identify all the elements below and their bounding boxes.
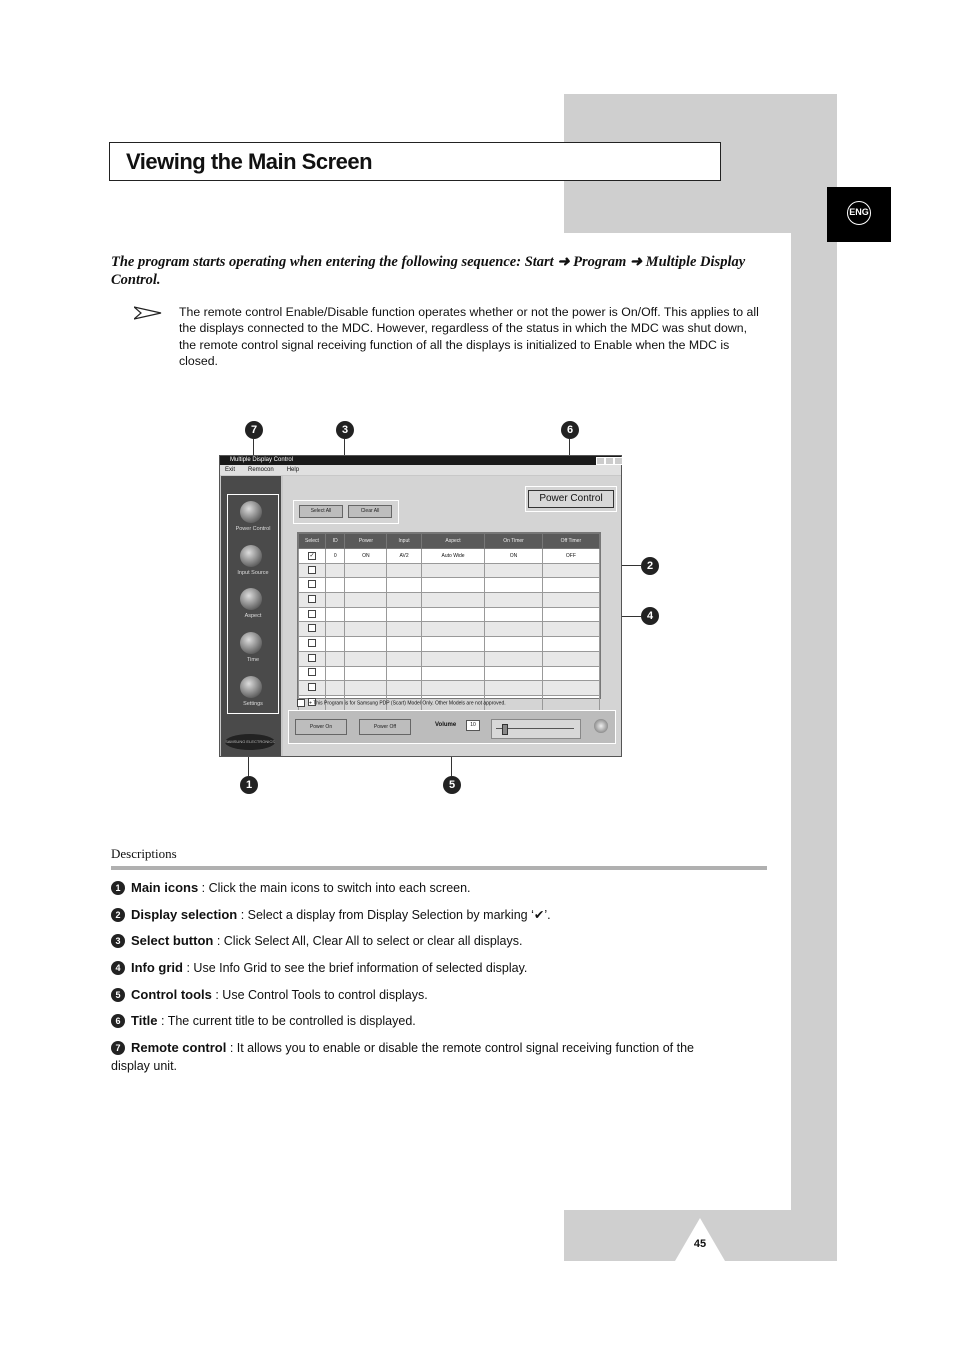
remote-control-checkbox[interactable] [297, 699, 305, 707]
description-number: 3 [111, 934, 125, 948]
callout-5: 5 [443, 776, 461, 794]
table-row [299, 549, 600, 564]
grid-cell: AV2 [387, 549, 421, 564]
close-icon[interactable] [614, 457, 623, 465]
description-text: : Click Select All, Clear All to select or clear all displays. [213, 934, 523, 948]
maximize-icon[interactable] [605, 457, 614, 465]
notice-text: + This Program is for Samsung PDP (Scart) Model Only. Other Models are not approved. [309, 700, 506, 707]
table-row [299, 563, 600, 578]
main-icons-sidebar [221, 476, 281, 756]
grid-cell: OFF [542, 549, 599, 564]
select-buttons-box [293, 500, 399, 524]
display-checkbox[interactable] [308, 580, 316, 588]
language-tab [827, 187, 891, 242]
screen-title-box [525, 486, 617, 512]
description-item-1 [111, 879, 751, 897]
menu-bar [220, 465, 621, 475]
display-checkbox[interactable] [308, 610, 316, 618]
grid-cell: Auto Wide [421, 549, 485, 564]
clear-all-button[interactable]: Clear All [348, 505, 392, 518]
description-number: 7 [111, 1041, 125, 1055]
description-number: 1 [111, 881, 125, 895]
display-checkbox[interactable] [308, 639, 316, 647]
intro-text: The program starts operating when entering the following sequence: Start ➜ Program ➜ Multiple Display Control. [111, 254, 746, 288]
right-grey-strip [791, 94, 837, 1261]
volume-slider[interactable] [491, 719, 581, 739]
table-row [299, 681, 600, 696]
grid-header-id: ID [326, 534, 345, 549]
display-checkbox[interactable] [308, 668, 316, 676]
description-number: 6 [111, 1014, 125, 1028]
table-row [299, 622, 600, 637]
power-on-button[interactable]: Power On [295, 719, 347, 735]
volume-label: Volume [435, 722, 457, 728]
menu-exit[interactable]: Exit [225, 467, 236, 473]
page-number: 45 [693, 1238, 707, 1250]
grid-cell: ON [345, 549, 387, 564]
info-grid [297, 532, 601, 699]
description-text: : Use Info Grid to see the brief information of selected display. [183, 961, 528, 975]
description-number: 5 [111, 988, 125, 1002]
settings-label: Settings [243, 701, 263, 707]
language-badge: ENG [847, 201, 871, 225]
control-tools-box [288, 710, 616, 744]
description-term: Display selection [131, 907, 238, 922]
description-text: : Click the main icons to switch into each screen. [198, 881, 471, 895]
descriptions-rule [111, 866, 767, 870]
page-title: Viewing the Main Screen [126, 149, 373, 174]
samsung-logo: SAMSUNG ELECTRONICS [225, 734, 275, 750]
main-panel [283, 476, 621, 756]
display-checkbox[interactable] [308, 654, 316, 662]
display-checkbox[interactable] [308, 624, 316, 632]
aspect-label: Aspect [244, 613, 262, 619]
callout-1: 1 [240, 776, 258, 794]
slider-thumb[interactable] [502, 724, 508, 735]
input-source-label: Input Source [237, 570, 269, 576]
description-item-7 [111, 1039, 731, 1075]
description-number: 4 [111, 961, 125, 975]
grid-header-input: Input [387, 534, 421, 549]
table-row [299, 578, 600, 593]
time-label: Time [246, 657, 260, 663]
note-text: The remote control Enable/Disable function operates whether or not the power is On/Off. This applies to all the displays connected to the MDC. However, regardless of the status in which the MDC was shut down, the remote control signal receiving function of all the displays is initialized to Enable when the MDC is closed. [179, 305, 759, 368]
aspect-icon[interactable] [240, 588, 262, 610]
table-row [299, 651, 600, 666]
time-icon[interactable] [240, 632, 262, 654]
descriptions-heading: Descriptions [111, 846, 177, 861]
description-term: Select button [131, 933, 214, 948]
table-row [299, 607, 600, 622]
speaker-icon[interactable] [594, 719, 608, 733]
description-term: Info grid [131, 960, 183, 975]
description-item-2 [111, 906, 751, 924]
volume-value: 10 [466, 720, 480, 731]
table-row [299, 637, 600, 652]
description-text: : It allows you to enable or disable the remote control signal receiving function of the display unit. [111, 1041, 694, 1073]
grid-cell: ON [485, 549, 542, 564]
note-arrow-icon [134, 306, 162, 320]
display-checkbox-checked[interactable]: ✓ [309, 552, 315, 559]
grid-header-select: Select [299, 534, 326, 549]
description-text: : Use Control Tools to control displays. [211, 988, 428, 1002]
callout-4: 4 [641, 607, 659, 625]
display-checkbox[interactable] [308, 683, 316, 691]
callout-3: 3 [336, 421, 354, 439]
settings-icon[interactable] [240, 676, 262, 698]
grid-cell: 0 [326, 549, 345, 564]
select-all-button[interactable]: Select All [299, 505, 343, 518]
description-text: : The current title to be controlled is displayed. [157, 1014, 416, 1028]
menu-help[interactable]: Help [286, 467, 300, 473]
window-title: Multiple Display Control [230, 457, 294, 463]
power-control-label: Power Control [235, 526, 271, 532]
description-term: Main icons [131, 880, 199, 895]
display-checkbox[interactable] [308, 595, 316, 603]
menu-remocon[interactable]: Remocon [248, 467, 274, 473]
callout-7: 7 [245, 421, 263, 439]
description-term: Remote control [131, 1040, 227, 1055]
table-row [299, 666, 600, 681]
minimize-icon[interactable] [596, 457, 605, 465]
table-row [299, 593, 600, 608]
grid-header-aspect: Aspect [421, 534, 485, 549]
power-off-button[interactable]: Power Off [359, 719, 411, 735]
mdc-window [219, 455, 622, 757]
screen-title: Power Control [528, 490, 614, 508]
input-source-icon[interactable] [240, 545, 262, 567]
grid-header-on-timer: On Timer [485, 534, 542, 549]
description-item-4 [111, 959, 751, 977]
power-control-icon[interactable] [240, 501, 262, 523]
window-titlebar [220, 456, 621, 465]
description-text: : Select a display from Display Selection by marking ‘✔’. [237, 908, 551, 922]
description-item-3 [111, 932, 751, 950]
display-checkbox[interactable] [308, 566, 316, 574]
model-notice [297, 699, 597, 708]
description-item-6 [111, 1012, 751, 1030]
callout-6: 6 [561, 421, 579, 439]
description-item-5 [111, 986, 751, 1004]
grid-header-power: Power [345, 534, 387, 549]
grid-header-off-timer: Off Timer [542, 534, 599, 549]
description-term: Control tools [131, 987, 212, 1002]
main-icons-box [227, 494, 279, 714]
description-term: Title [131, 1013, 158, 1028]
page-title-box [109, 142, 721, 181]
callout-2: 2 [641, 557, 659, 575]
description-number: 2 [111, 908, 125, 922]
